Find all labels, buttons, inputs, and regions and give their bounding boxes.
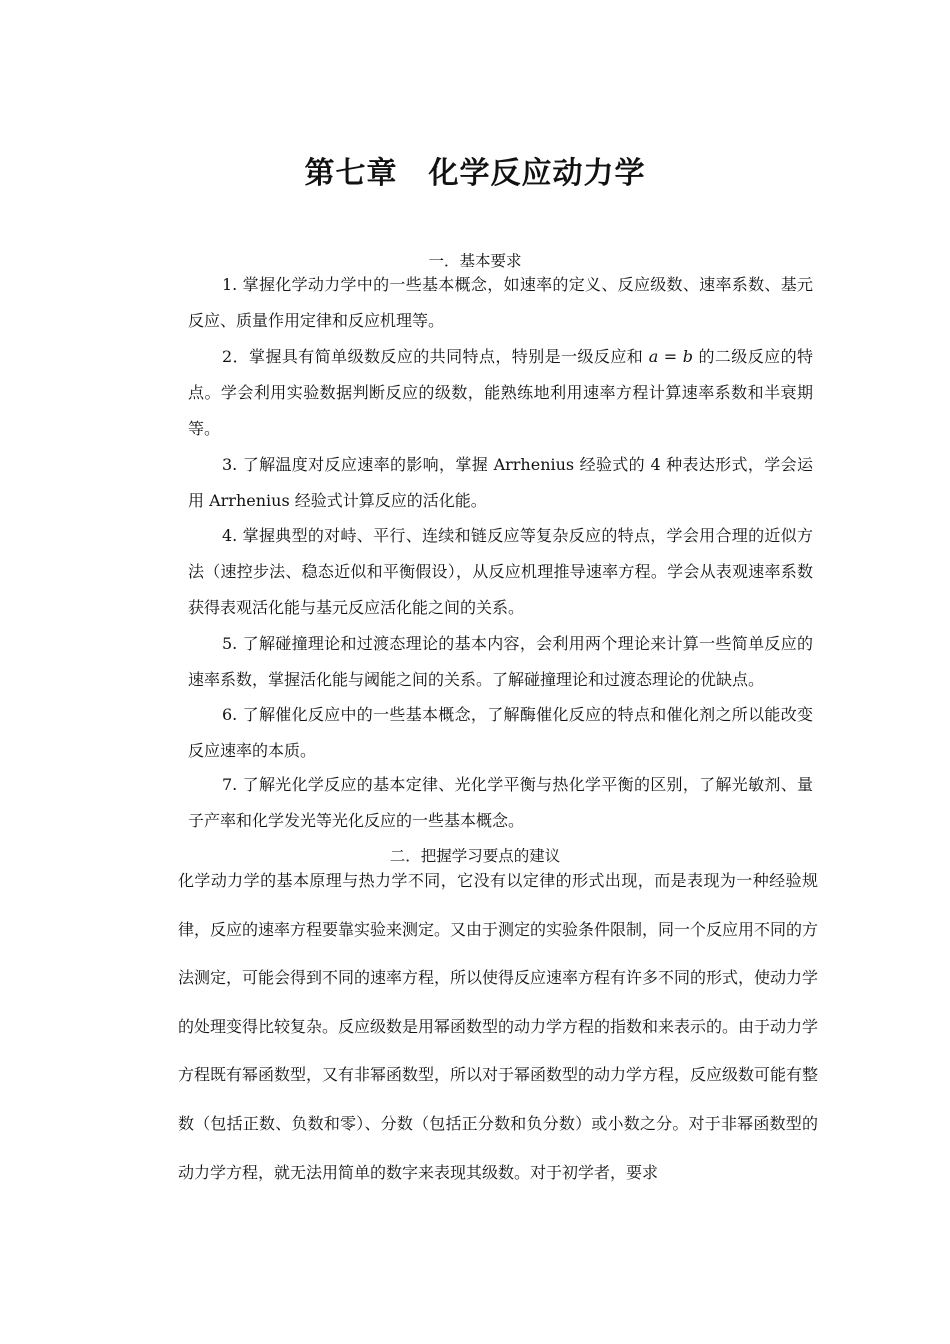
section-heading-study-suggestions: 二．把握学习要点的建议 xyxy=(389,847,561,865)
requirement-item-6: 6. 了解催化反应中的一些基本概念，了解酶催化反应的特点和催化剂之所以能改变反应速率的本质。 xyxy=(188,705,813,760)
section-heading-basic-requirements: 一．基本要求 xyxy=(428,252,522,270)
requirement-item-4: 4. 掌握典型的对峙、平行、连续和链反应等复杂反应的特点，学会用合理的近似方法（速控步法、稳态近似和平衡假设），从反应机理推导速率方程。学会从表观速率系数获得表观活化能与基元反应活化能之间的关系。 xyxy=(188,526,813,617)
requirement-item-2-text-a: 2．掌握具有简单级数反应的共同特点，特别是一级反应和 xyxy=(222,347,649,366)
requirement-item-1: 1. 掌握化学动力学中的一些基本概念，如速率的定义、反应级数、速率系数、基元反应、质量作用定律和反应机理等。 xyxy=(188,275,813,330)
equals-sign: = xyxy=(658,347,683,366)
requirement-item-5: 5. 了解碰撞理论和过渡态理论的基本内容，会利用两个理论来计算一些简单反应的速率系数，掌握活化能与阈能之间的关系。了解碰撞理论和过渡态理论的优缺点。 xyxy=(188,634,813,689)
requirement-item-7: 7. 了解光化学反应的基本定律、光化学平衡与热化学平衡的区别，了解光敏剂、量子产率和化学发光等光化反应的一些基本概念。 xyxy=(188,775,813,830)
requirement-item-2-text-b: 的二级反应的特点。学会利用实验数据判断反应的级数，能熟练地利用速率方程计算速率系数和半衰期等。 xyxy=(188,347,814,438)
requirement-item-2 xyxy=(188,339,813,447)
chapter-title: 第七章 化学反应动力学 xyxy=(304,156,646,191)
variable-a: a xyxy=(648,347,659,366)
study-suggestion-paragraph: 化学动力学的基本原理与热力学不同，它没有以定律的形式出现，而是表现为一种经验规律，反应的速率方程要靠实验来测定。又由于测定的实验条件限制，同一个反应用不同的方法测定，可能会得到不同的速率方程，所以使得反应速率方程有许多不同的形式，使动力学的处理变得比较复杂。反应级数是用幂函数型的动力学方程的指数和来表示的。由于动力学方程既有幂函数型，又有非幂函数型，所以对于幂函数型的动力学方程，反应级数可能有整数（包括正数、负数和零）、分数（包括正分数和负分数）或小数之分。对于非幂函数型的动力学方程，就无法用简单的数字来表现其级数。对于初学者，要求 xyxy=(178,871,819,1182)
variable-b: b xyxy=(682,347,693,366)
requirement-item-3: 3. 了解温度对反应速率的影响，掌握 Arrhenius 经验式的 4 种表达形式，学会运用 Arrhenius 经验式计算反应的活化能。 xyxy=(188,455,813,510)
